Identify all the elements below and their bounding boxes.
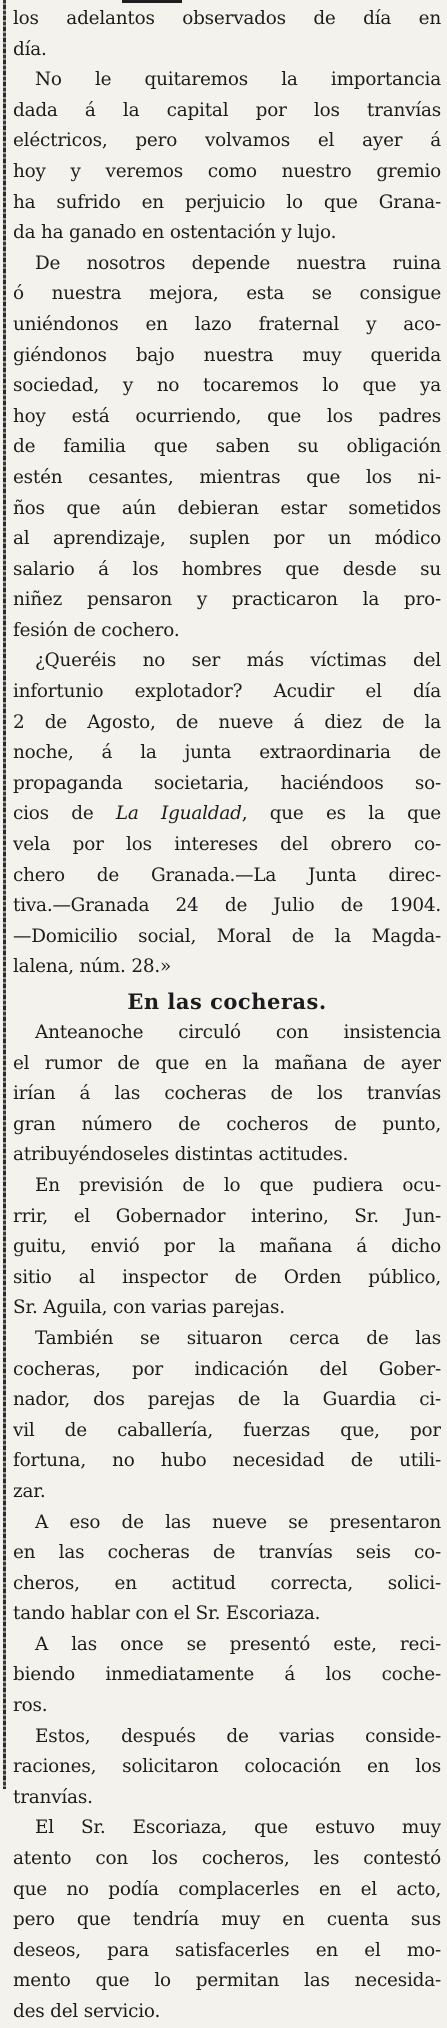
text-line: al aprendizaje, suplen por un módico bbox=[13, 528, 441, 550]
text-line: El Sr. Escoriaza, que estuvo muy bbox=[35, 1817, 441, 1839]
text-line: sociedad, y no tocaremos lo que ya bbox=[13, 375, 441, 397]
text-line: hoy está ocurriendo, que los padres bbox=[13, 405, 441, 427]
text-line: dada á la capital por los tranvías bbox=[13, 99, 441, 121]
text-line: deseos, para satisfacerles en el mo- bbox=[13, 1939, 441, 1961]
text-line: ños que aún debieran estar sometidos bbox=[13, 497, 441, 519]
text-line: nador, dos parejas de la Guardia ci- bbox=[13, 1389, 441, 1411]
text-line: Sr. Aguila, con varias parejas. bbox=[13, 1297, 285, 1319]
society-line-after: , que es la que bbox=[241, 803, 441, 825]
text-line: día. bbox=[13, 38, 47, 60]
text-line: fortuna, no hubo necesidad de utili- bbox=[13, 1450, 441, 1472]
text-line: ó nuestra mejora, esta se consigue bbox=[13, 283, 441, 305]
top-rule bbox=[122, 0, 182, 3]
text-line: des del servicio. bbox=[13, 2001, 161, 2022]
text-line: —Domicilio social, Moral de la Magda- bbox=[13, 925, 441, 947]
text-line: Estos, después de varias conside- bbox=[35, 1725, 441, 1747]
text-line: noche, á la junta extraordinaria de bbox=[13, 742, 441, 764]
text-line: guitu, envió por la mañana á dicho bbox=[13, 1236, 441, 1258]
text-line: 2 de Agosto, de nueve á diez de la bbox=[13, 711, 441, 733]
text-line: cheros, en actitud correcta, solici- bbox=[13, 1572, 441, 1594]
text-line: giéndonos bajo nuestra muy querida bbox=[13, 344, 441, 366]
text-line: infortunio explotador? Acudir el día bbox=[13, 681, 441, 703]
text-line: estén cesantes, mientras que los ni- bbox=[13, 466, 441, 488]
text-line: A eso de las nueve se presentaron bbox=[35, 1511, 441, 1533]
text-line: chero de Granada.—La Junta direc- bbox=[13, 864, 441, 886]
text-line: propaganda societaria, haciéndoos so- bbox=[13, 772, 441, 794]
text-line: niñez pensaron y practicaron la pro- bbox=[13, 589, 441, 611]
text-line: da ha ganado en ostentación y lujo. bbox=[13, 222, 337, 244]
intro-text bbox=[13, 4, 441, 799]
text-line: gran número de cocheros de punto, bbox=[13, 1113, 441, 1135]
text-line: uniéndonos en lazo fraternal y aco- bbox=[13, 313, 441, 335]
section-heading: En las cocheras. bbox=[127, 989, 327, 1014]
text-line: No le quitaremos la importancia bbox=[35, 69, 441, 91]
text-line: De nosotros depende nuestra ruina bbox=[35, 252, 441, 274]
text-line: biendo inmediatamente á los coche- bbox=[13, 1664, 441, 1686]
text-line: fesión de cochero. bbox=[13, 619, 180, 641]
text-line: ha sufrido en perjuicio lo que Grana- bbox=[13, 191, 441, 213]
text-line: ros. bbox=[13, 1695, 48, 1717]
text-line: vil de caballería, fuerzas que, por bbox=[13, 1419, 441, 1441]
text-line: mento que lo permitan las necesida- bbox=[13, 1970, 441, 1992]
text-line: pero que tendría muy en cuenta sus bbox=[13, 1909, 441, 1931]
society-name: La Igualdad bbox=[115, 803, 242, 825]
text-line: zar. bbox=[13, 1480, 46, 1502]
text-line: irían á las cocheras de los tranvías bbox=[13, 1083, 441, 1105]
column-divider bbox=[3, 0, 6, 1789]
text-line: los adelantos observados de día en bbox=[13, 8, 441, 29]
text-line: de familia que saben su obligación bbox=[13, 436, 441, 458]
society-line-before: cios de bbox=[13, 803, 116, 825]
text-line: tando hablar con el Sr. Escoriaza. bbox=[13, 1603, 321, 1625]
text-line: rrir, el Gobernador interino, Sr. Jun- bbox=[13, 1205, 441, 1227]
text-line: que no podía complacerles en el acto, bbox=[13, 1878, 441, 1900]
text-line: eléctricos, pero volvamos el ayer á bbox=[13, 130, 441, 152]
text-line: En previsión de lo que pudiera ocu- bbox=[35, 1174, 441, 1196]
text-line: A las once se presentó este, reci- bbox=[35, 1633, 441, 1655]
text-line: También se situaron cerca de las bbox=[35, 1327, 441, 1349]
text-line: Anteanoche circuló con insistencia bbox=[35, 1022, 441, 1043]
text-line: atento con los cocheros, les contestó bbox=[13, 1848, 441, 1870]
society-line bbox=[13, 799, 441, 830]
text-line: hoy y veremos como nuestro gremio bbox=[13, 160, 441, 182]
text-line: lalena, núm. 28.» bbox=[13, 956, 172, 978]
text-line: sitio al inspector de Orden público, bbox=[13, 1266, 441, 1288]
section-text bbox=[13, 1018, 441, 2028]
closing-text bbox=[13, 830, 441, 983]
text-line: ¿Queréis no ser más víctimas del bbox=[35, 650, 441, 672]
text-line: raciones, solicitaron colocación en los bbox=[13, 1756, 441, 1778]
text-line: tiva.—Granada 24 de Julio de 1904. bbox=[13, 895, 441, 917]
text-line: el rumor de que en la mañana de ayer bbox=[13, 1052, 441, 1074]
text-line: tranvías. bbox=[13, 1786, 93, 1808]
text-line: vela por los intereses del obrero co- bbox=[13, 834, 441, 856]
text-line: cocheras, por indicación del Gober- bbox=[13, 1358, 441, 1380]
text-line: en las cocheras de tranvías seis co- bbox=[13, 1542, 441, 1564]
text-line: salario á los hombres que desde su bbox=[13, 558, 441, 580]
text-line: atribuyéndoseles distintas actitudes. bbox=[13, 1144, 349, 1166]
article-column bbox=[13, 4, 441, 2028]
